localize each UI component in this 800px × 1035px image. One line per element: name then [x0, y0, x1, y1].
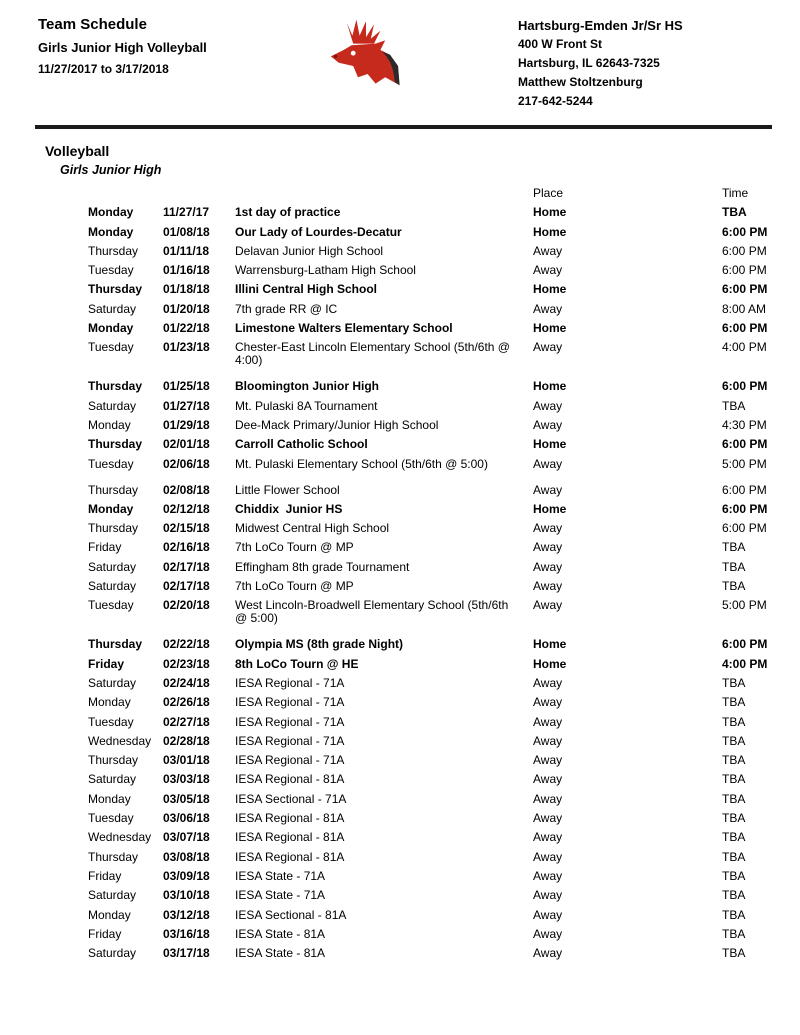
- row-time: TBA: [722, 888, 746, 903]
- row-day: Monday: [88, 321, 134, 336]
- row-event: Our Lady of Lourdes-Decatur: [235, 224, 402, 239]
- row-date: 02/01/18: [163, 437, 210, 452]
- row-time: TBA: [722, 559, 746, 574]
- row-day: Monday: [88, 791, 131, 806]
- row-place: Away: [533, 417, 563, 432]
- school-name: Hartsburg-Emden Jr/Sr HS: [518, 18, 683, 33]
- schedule-row: [88, 303, 770, 316]
- row-event: Dee-Mack Primary/Junior High School: [235, 417, 439, 432]
- row-place: Away: [533, 849, 563, 864]
- schedule-row: [88, 226, 770, 239]
- row-place: Home: [533, 379, 567, 394]
- schedule-rows: [88, 206, 770, 960]
- table-header-row: [88, 187, 770, 200]
- row-time: 6:00 PM: [722, 501, 768, 516]
- schedule-row: [88, 400, 770, 413]
- schedule-row: [88, 561, 770, 574]
- schedule-row: [88, 599, 770, 625]
- row-place: Away: [533, 695, 563, 710]
- row-day: Friday: [88, 868, 122, 883]
- row-day: Saturday: [88, 559, 137, 574]
- row-day: Saturday: [88, 772, 137, 787]
- schedule-row: [88, 870, 770, 883]
- schedule-row: [88, 831, 770, 844]
- row-time: 6:00 PM: [722, 521, 767, 536]
- row-date: 02/17/18: [163, 559, 210, 574]
- row-day: Saturday: [88, 675, 137, 690]
- row-place: Away: [533, 811, 563, 826]
- page-title: Team Schedule: [38, 16, 147, 33]
- schedule-row: [88, 658, 770, 671]
- row-place: Home: [533, 637, 567, 652]
- schedule-row: [88, 677, 770, 690]
- row-place: Away: [533, 482, 563, 497]
- row-date: 03/09/18: [163, 868, 210, 883]
- row-event: Mt. Pulaski Elementary School (5th/6th @ 5:00): [235, 456, 488, 471]
- row-time: TBA: [722, 849, 746, 864]
- column-header-time: Time: [722, 186, 749, 200]
- row-place: Away: [533, 830, 563, 845]
- schedule-row: [88, 735, 770, 748]
- school-phone: 217-642-5244: [518, 94, 593, 108]
- row-day: Monday: [88, 224, 134, 239]
- row-date: 02/20/18: [163, 598, 210, 613]
- row-date: 03/17/18: [163, 946, 210, 961]
- row-time: TBA: [722, 830, 746, 845]
- schedule-row: [88, 793, 770, 806]
- schedule-row: [88, 341, 770, 367]
- row-date: 02/08/18: [163, 482, 210, 497]
- schedule-row: [88, 947, 770, 960]
- row-place: Away: [533, 946, 563, 961]
- row-day: Tuesday: [88, 598, 134, 613]
- row-place: Away: [533, 868, 563, 883]
- row-time: TBA: [722, 695, 746, 710]
- row-time: 6:00 PM: [722, 637, 768, 652]
- page-subtitle: Girls Junior High Volleyball: [38, 40, 207, 55]
- row-place: Away: [533, 675, 563, 690]
- row-time: TBA: [722, 398, 746, 413]
- row-day: Thursday: [88, 482, 139, 497]
- row-time: 5:00 PM: [722, 598, 767, 613]
- row-date: 02/15/18: [163, 521, 210, 536]
- row-event: 7th LoCo Tourn @ MP: [235, 579, 354, 594]
- row-date: 03/12/18: [163, 907, 210, 922]
- row-date: 02/22/18: [163, 637, 210, 652]
- row-date: 01/22/18: [163, 321, 210, 336]
- row-event: IESA Regional - 71A: [235, 714, 345, 729]
- row-date: 03/01/18: [163, 753, 210, 768]
- row-event: Effingham 8th grade Tournament: [235, 559, 410, 574]
- row-event: Illini Central High School: [235, 282, 378, 297]
- row-time: TBA: [722, 772, 746, 787]
- schedule-row: [88, 909, 770, 922]
- row-day: Saturday: [88, 398, 137, 413]
- row-date: 02/26/18: [163, 695, 210, 710]
- row-event: IESA State - 81A: [235, 946, 326, 961]
- row-event: IESA Regional - 71A: [235, 695, 345, 710]
- row-place: Away: [533, 791, 563, 806]
- row-date: 02/16/18: [163, 540, 210, 555]
- row-day: Thursday: [88, 437, 143, 452]
- row-time: 6:00 PM: [722, 321, 768, 336]
- row-time: TBA: [722, 753, 746, 768]
- schedule-row: [88, 264, 770, 277]
- row-event: Warrensburg-Latham High School: [235, 263, 416, 278]
- row-place: Away: [533, 926, 563, 941]
- row-place: Away: [533, 907, 563, 922]
- header-divider-rule: [35, 125, 772, 129]
- row-day: Tuesday: [88, 811, 134, 826]
- row-day: Saturday: [88, 946, 137, 961]
- row-date: 03/06/18: [163, 811, 210, 826]
- row-place: Away: [533, 301, 563, 316]
- row-time: 6:00 PM: [722, 437, 768, 452]
- column-header-day-empty: [88, 187, 163, 200]
- row-date: 01/08/18: [163, 224, 210, 239]
- schedule-row: [88, 245, 770, 258]
- row-date: 02/06/18: [163, 456, 210, 471]
- row-event: IESA Sectional - 81A: [235, 907, 347, 922]
- schedule-date-range: 11/27/2017 to 3/17/2018: [38, 62, 169, 76]
- row-date: 03/10/18: [163, 888, 210, 903]
- row-event: Chester-East Lincoln Elementary School (5th/6th @ 4:00): [235, 340, 514, 368]
- row-event: 8th LoCo Tourn @ HE: [235, 656, 359, 671]
- row-place: Away: [533, 540, 563, 555]
- row-place: Home: [533, 437, 567, 452]
- row-time: 4:00 PM: [722, 340, 767, 355]
- row-place: Away: [533, 263, 563, 278]
- row-time: TBA: [722, 868, 746, 883]
- schedule-row: [88, 322, 770, 335]
- row-date: 11/27/17: [163, 205, 210, 220]
- row-place: Away: [533, 733, 563, 748]
- row-time: 4:00 PM: [722, 656, 768, 671]
- row-place: Away: [533, 579, 563, 594]
- row-time: TBA: [722, 714, 746, 729]
- row-day: Saturday: [88, 301, 137, 316]
- row-place: Home: [533, 224, 567, 239]
- row-date: 02/24/18: [163, 675, 210, 690]
- row-time: TBA: [722, 791, 746, 806]
- row-event: IESA Regional - 71A: [235, 675, 345, 690]
- row-date: 03/03/18: [163, 772, 210, 787]
- schedule-row: [88, 638, 770, 651]
- row-event: IESA Regional - 71A: [235, 733, 345, 748]
- row-date: 03/07/18: [163, 830, 210, 845]
- row-date: 01/11/18: [163, 243, 210, 258]
- stag-mascot-icon: [326, 16, 406, 92]
- schedule-row: [88, 380, 770, 393]
- row-place: Home: [533, 501, 567, 516]
- row-day: Friday: [88, 656, 125, 671]
- row-day: Monday: [88, 695, 131, 710]
- row-day: Friday: [88, 540, 122, 555]
- schedule-row: [88, 458, 770, 471]
- schedule-table: [88, 187, 770, 960]
- row-event: IESA Regional - 81A: [235, 772, 345, 787]
- page-header: [0, 0, 800, 111]
- row-day: Monday: [88, 501, 134, 516]
- row-time: 6:00 PM: [722, 282, 768, 297]
- stag-mascot-logo: [310, 14, 422, 92]
- row-place: Away: [533, 340, 563, 355]
- row-day: Monday: [88, 205, 134, 220]
- row-day: Saturday: [88, 579, 137, 594]
- row-time: 6:00 PM: [722, 482, 767, 497]
- schedule-row: [88, 484, 770, 497]
- row-event: West Lincoln-Broadwell Elementary School (5th/6th @ 5:00): [235, 598, 512, 626]
- row-event: 7th grade RR @ IC: [235, 301, 338, 316]
- row-place: Away: [533, 714, 563, 729]
- schedule-row: [88, 889, 770, 902]
- row-time: TBA: [722, 907, 746, 922]
- row-event: Carroll Catholic School: [235, 437, 368, 452]
- row-day: Thursday: [88, 243, 139, 258]
- row-event: IESA Regional - 71A: [235, 753, 345, 768]
- row-time: 6:00 PM: [722, 263, 767, 278]
- row-event: IESA Regional - 81A: [235, 830, 345, 845]
- schedule-row: [88, 438, 770, 451]
- row-place: Away: [533, 398, 563, 413]
- row-date: 01/16/18: [163, 263, 210, 278]
- schedule-row: [88, 541, 770, 554]
- row-time: TBA: [722, 811, 746, 826]
- row-date: 01/29/18: [163, 417, 210, 432]
- division-heading: Girls Junior High: [60, 163, 162, 177]
- row-date: 03/16/18: [163, 926, 210, 941]
- row-date: 02/17/18: [163, 579, 210, 594]
- row-day: Thursday: [88, 849, 139, 864]
- row-time: 6:00 PM: [722, 243, 767, 258]
- row-time: TBA: [722, 926, 746, 941]
- row-event: IESA State - 71A: [235, 868, 326, 883]
- schedule-row: [88, 580, 770, 593]
- row-time: 5:00 PM: [722, 456, 767, 471]
- row-day: Thursday: [88, 753, 139, 768]
- row-day: Monday: [88, 907, 131, 922]
- row-time: TBA: [722, 579, 746, 594]
- school-block: [518, 14, 770, 111]
- schedule-row: [88, 206, 770, 219]
- row-place: Away: [533, 456, 563, 471]
- row-event: IESA Regional - 81A: [235, 811, 345, 826]
- row-place: Away: [533, 772, 563, 787]
- row-time: 6:00 PM: [722, 379, 768, 394]
- row-event: Olympia MS (8th grade Night): [235, 637, 404, 652]
- row-date: 01/23/18: [163, 340, 210, 355]
- row-event: 1st day of practice: [235, 205, 341, 220]
- row-place: Home: [533, 321, 567, 336]
- row-date: 02/12/18: [163, 501, 210, 516]
- row-time: TBA: [722, 675, 746, 690]
- row-day: Tuesday: [88, 456, 134, 471]
- schedule-row: [88, 773, 770, 786]
- row-place: Away: [533, 559, 563, 574]
- row-event: Bloomington Junior High: [235, 379, 379, 394]
- schedule-row: [88, 522, 770, 535]
- row-date: 03/08/18: [163, 849, 210, 864]
- row-date: 02/23/18: [163, 656, 210, 671]
- schedule-row: [88, 851, 770, 864]
- schedule-row: [88, 754, 770, 767]
- row-date: 01/18/18: [163, 282, 210, 297]
- row-event: Delavan Junior High School: [235, 243, 384, 258]
- row-date: 01/20/18: [163, 301, 210, 316]
- row-event: Chiddix Junior HS: [235, 501, 343, 516]
- row-date: 03/05/18: [163, 791, 210, 806]
- row-time: TBA: [722, 733, 746, 748]
- row-place: Away: [533, 521, 563, 536]
- row-date: 01/27/18: [163, 398, 210, 413]
- row-day: Thursday: [88, 282, 143, 297]
- school-address-line2: Hartsburg, IL 62643-7325: [518, 56, 660, 70]
- row-event: Mt. Pulaski 8A Tournament: [235, 398, 378, 413]
- school-contact-name: Matthew Stoltzenburg: [518, 75, 643, 89]
- row-day: Thursday: [88, 521, 139, 536]
- column-header-place: Place: [533, 186, 564, 200]
- row-time: 4:30 PM: [722, 417, 767, 432]
- row-date: 02/27/18: [163, 714, 210, 729]
- row-place: Away: [533, 753, 563, 768]
- school-address-line1: 400 W Front St: [518, 37, 603, 51]
- row-time: TBA: [722, 540, 746, 555]
- row-time: 6:00 PM: [722, 224, 768, 239]
- row-event: 7th LoCo Tourn @ MP: [235, 540, 354, 555]
- row-event: IESA State - 71A: [235, 888, 326, 903]
- row-day: Monday: [88, 417, 131, 432]
- row-day: Tuesday: [88, 340, 134, 355]
- schedule-row: [88, 503, 770, 516]
- schedule-row: [88, 928, 770, 941]
- row-event: IESA Regional - 81A: [235, 849, 345, 864]
- column-header-date-empty: [163, 187, 235, 200]
- schedule-row: [88, 716, 770, 729]
- row-time: 8:00 AM: [722, 301, 767, 316]
- row-time: TBA: [722, 205, 747, 220]
- row-place: Away: [533, 888, 563, 903]
- column-header-event-empty: [235, 187, 533, 200]
- row-day: Thursday: [88, 379, 143, 394]
- row-day: Wednesday: [88, 830, 152, 845]
- row-time: TBA: [722, 946, 746, 961]
- row-day: Friday: [88, 926, 122, 941]
- row-day: Tuesday: [88, 263, 134, 278]
- schedule-row: [88, 812, 770, 825]
- row-event: Little Flower School: [235, 482, 340, 497]
- row-event: IESA Sectional - 71A: [235, 791, 347, 806]
- row-event: Midwest Central High School: [235, 521, 390, 536]
- row-day: Thursday: [88, 637, 143, 652]
- row-day: Saturday: [88, 888, 137, 903]
- schedule-row: [88, 696, 770, 709]
- row-event: IESA State - 81A: [235, 926, 326, 941]
- title-block: [38, 14, 310, 76]
- row-place: Home: [533, 205, 567, 220]
- row-date: 02/28/18: [163, 733, 210, 748]
- sport-heading: Volleyball: [45, 143, 110, 159]
- row-place: Home: [533, 282, 567, 297]
- row-place: Home: [533, 656, 567, 671]
- row-place: Away: [533, 598, 563, 613]
- row-event: Limestone Walters Elementary School: [235, 321, 453, 336]
- row-place: Away: [533, 243, 563, 258]
- schedule-row: [88, 283, 770, 296]
- row-date: 01/25/18: [163, 379, 210, 394]
- row-day: Wednesday: [88, 733, 152, 748]
- row-day: Tuesday: [88, 714, 134, 729]
- schedule-row: [88, 419, 770, 432]
